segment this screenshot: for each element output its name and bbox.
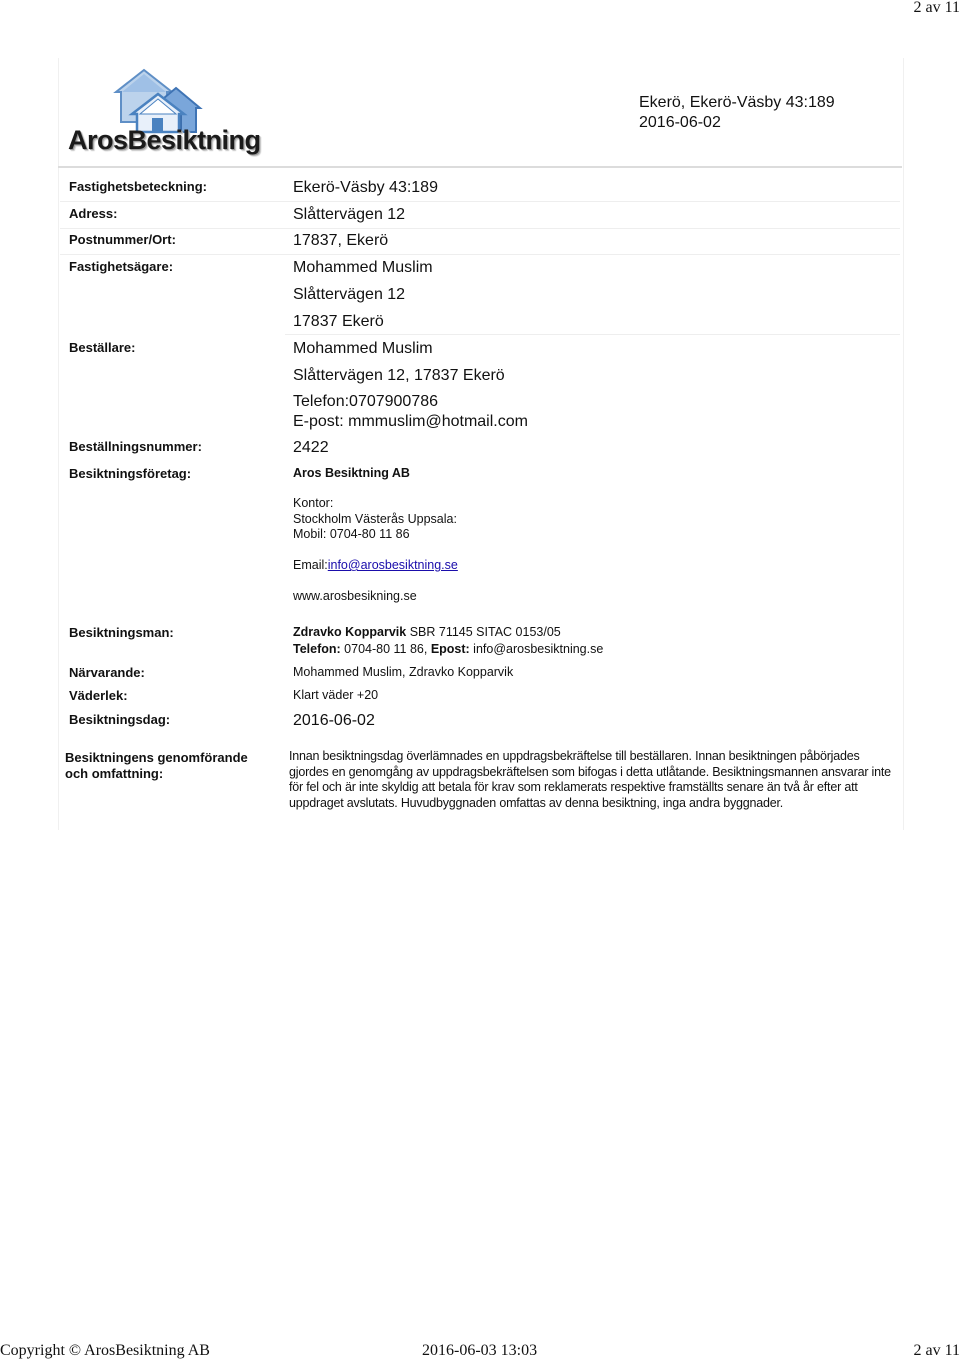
value-present: Mohammed Muslim, Zdravko Kopparvik xyxy=(293,665,514,679)
footer-copyright: Copyright © ArosBesiktning AB xyxy=(0,1342,210,1359)
company-email-link[interactable]: info@arosbesiktning.se xyxy=(327,558,458,572)
logo-text: ArosBesiktning xyxy=(68,125,261,155)
inspector-phone: 0704-80 11 86, xyxy=(340,642,431,656)
value-client-address: Slåttervägen 12, 17837 Ekerö xyxy=(293,367,505,384)
inspector-email: info@arosbesiktning.se xyxy=(469,642,604,656)
footer-page-number: 2 av 11 xyxy=(913,1342,960,1359)
value-company-office: Kontor: xyxy=(293,496,334,510)
value-omfattning: Innan besiktningsdag överlämnades en uppdragsbekräftelse till beställaren. Innan besiktningen påbörjades gjordes en genomgång av uppdragsbekräftelsen som bifogas i detta utlåtande. Besiktningsmannen ansvarar inte för fel och är inte skyldig att betala för krav som reklamerats respektive framställts senare än två år efter att uppdraget avslutats. Huvudbyggnaden omfattas av denna besiktning, inga andra byggnader. xyxy=(289,749,891,810)
label-fastighetsagare: Fastighetsägare: xyxy=(69,259,174,274)
value-inspector-line xyxy=(293,625,561,639)
value-owner-name: Mohammed Muslim xyxy=(293,259,433,276)
value-weather: Klart väder +20 xyxy=(293,688,379,702)
header-property: Ekerö, Ekerö-Väsby 43:189 xyxy=(639,94,835,111)
label-besiktningsforetag: Besiktningsföretag: xyxy=(69,466,192,481)
value-adress: Slåttervägen 12 xyxy=(293,206,406,223)
value-postnummer: 17837, Ekerö xyxy=(293,232,389,249)
email-prefix: Email: xyxy=(293,558,328,572)
label-fastighetsbeteckning: Fastighetsbeteckning: xyxy=(69,179,207,194)
value-inspection-date: 2016-06-02 xyxy=(293,712,375,729)
inspector-cert: SBR 71145 SITAC 0153/05 xyxy=(406,625,561,639)
label-narvarande: Närvarande: xyxy=(69,665,145,680)
row-divider xyxy=(60,254,900,255)
page-number-top: 2 av 11 xyxy=(913,0,960,16)
footer-timestamp: 2016-06-03 13:03 xyxy=(422,1342,538,1359)
label-besiktningsdag: Besiktningsdag: xyxy=(69,712,171,727)
value-client-email: E-post: mmmuslim@hotmail.com xyxy=(293,413,528,430)
label-adress: Adress: xyxy=(69,206,118,221)
value-company-email-line xyxy=(293,558,458,572)
label-besiktningsman: Besiktningsman: xyxy=(69,625,174,640)
row-divider xyxy=(60,201,900,202)
value-company-cities: Stockholm Västerås Uppsala: xyxy=(293,512,457,526)
value-client-phone: Telefon:0707900786 xyxy=(293,393,439,410)
header-divider xyxy=(58,166,902,168)
label-omfattning: Besiktningens genomförande och omfattning: xyxy=(65,750,248,781)
inspector-email-label: Epost: xyxy=(430,642,470,656)
value-company-web: www.arosbesikning.se xyxy=(293,589,417,603)
inspector-phone-label: Telefon: xyxy=(293,642,341,656)
value-owner-city: 17837 Ekerö xyxy=(293,313,384,330)
value-company-name: Aros Besiktning AB xyxy=(293,466,410,480)
label-vaderlek: Väderlek: xyxy=(69,688,128,703)
value-fastighetsbeteckning: Ekerö-Väsby 43:189 xyxy=(293,179,438,196)
label-bestallare: Beställare: xyxy=(69,340,136,355)
value-inspector-contact xyxy=(293,642,603,656)
row-divider xyxy=(60,228,900,229)
row-divider xyxy=(285,334,900,335)
label-postnummer: Postnummer/Ort: xyxy=(69,232,176,247)
header-date: 2016-06-02 xyxy=(639,114,721,131)
value-owner-street: Slåttervägen 12 xyxy=(293,286,406,303)
value-client-name: Mohammed Muslim xyxy=(293,340,433,357)
inspector-name: Zdravko Kopparvik xyxy=(293,625,407,639)
value-company-mobile: Mobil: 0704-80 11 86 xyxy=(293,527,410,541)
value-order-number: 2422 xyxy=(293,439,329,456)
label-bestallningsnummer: Beställningsnummer: xyxy=(69,439,202,454)
